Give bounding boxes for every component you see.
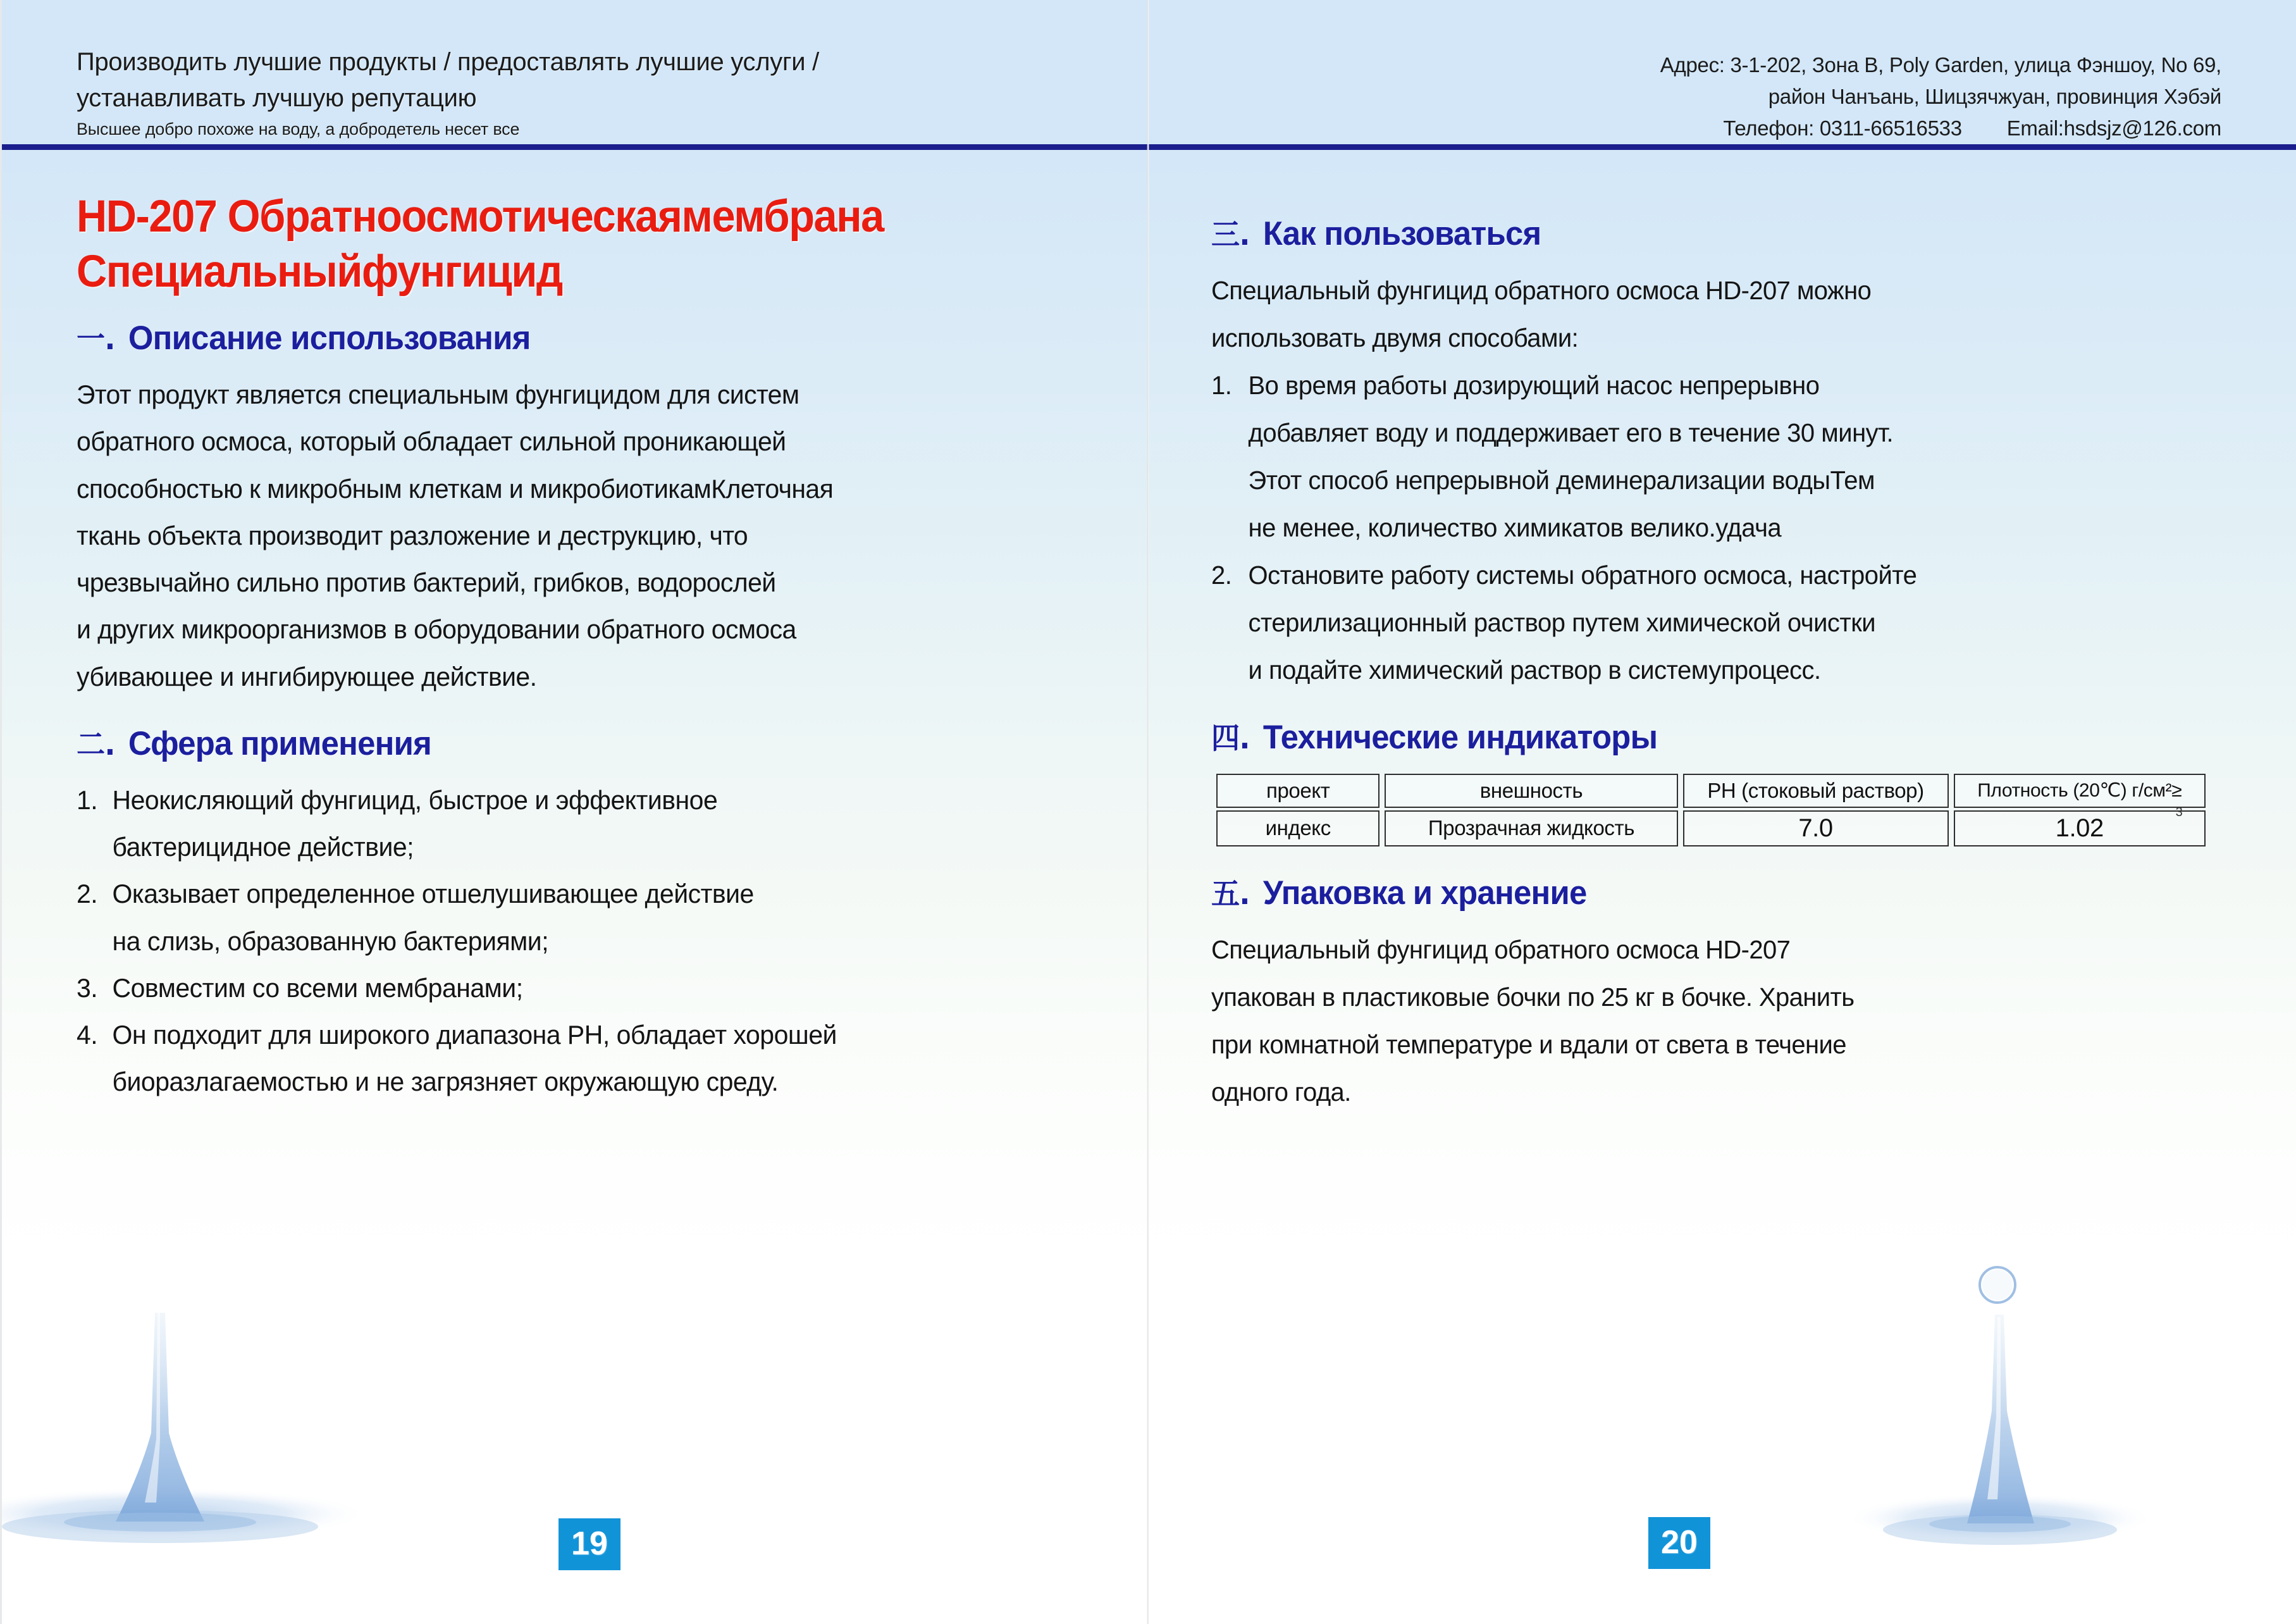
page-number-badge-left: 19 <box>559 1518 620 1570</box>
table-row-header <box>1216 774 2206 808</box>
list-item-continuation <box>1211 600 2198 646</box>
list-item-continuation <box>1211 410 2198 456</box>
list-item-index: 4. <box>77 1020 98 1050</box>
section-numeral-four: 四. <box>1211 721 1250 756</box>
usage-description-line-5: чрезвычайно сильно против бактерий, грибков, водорослей <box>77 567 776 598</box>
list-item-index: 1. <box>1211 370 1232 400</box>
water-droplet-splash-image <box>1853 1221 2188 1556</box>
list-item <box>77 965 1051 1011</box>
table-cell-appearance-value: Прозрачная жидкость <box>1385 810 1677 846</box>
right-content <box>1211 190 2223 1117</box>
list-item-line: Остановите работу системы обратного осмоса, настройте <box>1248 560 1917 590</box>
section-heading-text-2: Сфера применения <box>128 724 432 762</box>
usage-description-line-3: способностью к микробным клеткам и микробиотикамКлеточная <box>77 473 834 504</box>
table-header-cell-ph: PH (стоковый раствор) <box>1683 774 1949 808</box>
list-item-index: 3. <box>77 972 98 1003</box>
table-header-cell-appearance: внешность <box>1385 774 1677 808</box>
how-to-use-list <box>1211 363 2223 693</box>
usage-description-line-1: Этот продукт является специальным фунгицидом для систем <box>77 380 799 410</box>
list-item-line: биоразлагаемостью и не загрязняет окружающую среду. <box>112 1067 779 1097</box>
section-heading-text-5: Упаковка и хранение <box>1262 874 1587 912</box>
list-item-index: 2. <box>1211 560 1232 590</box>
contact-address-line-1: Адрес: 3-1-202, Зона В, Poly Garden, улица Фэншоу, No 69, <box>1660 53 2221 77</box>
list-item-line: Совместим со всеми мембранами; <box>112 972 523 1003</box>
packaging-line-1: Специальный фунгицид обратного осмоса HD-207 <box>1211 934 1791 964</box>
section-numeral-two: 二. <box>77 727 115 762</box>
list-item-line: и подайте химический раствор в системупроцесс. <box>1248 655 1821 685</box>
left-content <box>77 190 1076 1106</box>
list-item-line: добавляет воду и поддерживает его в течение 30 минут. <box>1248 418 1894 447</box>
usage-description-line-6: и других микроорганизмов в оборудовании обратного осмоса <box>77 614 796 645</box>
section-heading-technical-indicators <box>1211 715 2183 757</box>
section-numeral-five: 五. <box>1211 876 1250 912</box>
list-item <box>1211 552 2198 598</box>
contact-address-line-2: район Чанъань, Шицзячжуан, провинция Хэбэй <box>1768 85 2221 109</box>
list-item-line: Этот способ непрерывной деминерализации водыТем <box>1248 465 1875 495</box>
product-title <box>77 190 1016 299</box>
list-item-index: 2. <box>77 879 98 909</box>
product-title-line-2: Специальныйфунгицид <box>77 246 562 297</box>
company-slogan <box>77 44 1025 140</box>
packaging-line-2: упакован в пластиковые бочки по 25 кг в бочке. Хранить <box>1211 982 1855 1012</box>
section-heading-how-to-use <box>1211 211 2183 254</box>
table-cell-ph-value: 7.0 <box>1683 810 1949 846</box>
section-numeral-three: 三. <box>1211 218 1250 252</box>
section-numeral-one: 一. <box>77 322 115 357</box>
list-item <box>77 871 1051 917</box>
technical-indicators-table <box>1211 771 2211 849</box>
packaging-line-3: при комнатной температуре и вдали от света в течение <box>1211 1029 1846 1059</box>
contact-phone-email-line: Телефон: 0311-66516533 Email:hsdsjz@126.com <box>1723 116 2221 140</box>
list-item-line: на слизь, образованную бактериями; <box>112 926 549 956</box>
section-heading-scope-of-application <box>77 721 1036 764</box>
list-item-continuation <box>77 919 1051 964</box>
list-item <box>77 1012 1051 1058</box>
section-heading-packaging-and-storage <box>1211 871 2183 913</box>
table-cell-index-label: индекс <box>1216 810 1379 846</box>
right-header-band <box>1148 0 2296 147</box>
packaging-line-4: одного года. <box>1211 1077 1351 1106</box>
list-item <box>1211 363 2198 409</box>
header-divider-rule <box>2 144 1150 150</box>
right-page <box>1148 0 2296 1624</box>
product-title-line-1: HD-207 Обратноосмотическаямембрана <box>77 192 884 242</box>
scope-of-application-list <box>77 778 1076 1105</box>
density-value: 1.02 <box>2055 814 2104 842</box>
table-header-cell-project: проект <box>1216 774 1379 808</box>
company-contact-block <box>1399 49 2221 144</box>
usage-description-line-2: обратного осмоса, который обладает сильной проникающей <box>77 426 786 457</box>
list-item-line: Неокисляющий фунгицид, быстрое и эффективное <box>112 784 718 815</box>
list-item-continuation <box>77 1059 1051 1105</box>
list-item-line: не менее, количество химикатов велико.удача <box>1248 512 1782 542</box>
density-trailing-superscript: 3 <box>2175 805 2183 819</box>
usage-description-line-7: убивающее и ингибирующее действие. <box>77 661 537 691</box>
table-cell-density-value <box>1954 805 2206 846</box>
section-heading-text-4: Технические индикаторы <box>1262 718 1658 756</box>
how-to-use-intro-line-1: Специальный фунгицид обратного осмоса HD-207 можно <box>1211 276 1872 305</box>
page-number-badge-right: 20 <box>1648 1517 1710 1569</box>
section-heading-usage-description <box>77 316 1036 358</box>
list-item-continuation <box>1211 457 2198 504</box>
list-item-continuation <box>77 824 1051 870</box>
left-header-band <box>2 0 1150 147</box>
section-heading-text-1: Описание использования <box>128 319 531 357</box>
list-item-line: Во время работы дозирующий насос непрерывно <box>1248 370 1820 400</box>
section-heading-text-3: Как пользоваться <box>1262 215 1541 252</box>
list-item-line: бактерицидное действие; <box>112 832 414 862</box>
list-item <box>77 778 1051 823</box>
page-gutter-divider <box>1147 0 1149 1624</box>
list-item-line: Оказывает определенное отшелушивающее действие <box>112 879 754 909</box>
list-item-index: 1. <box>77 784 98 815</box>
list-item-line: стерилизационный раствор путем химической очистки <box>1248 607 1876 637</box>
slogan-line-2: устанавливать лучшую репутацию <box>77 84 477 112</box>
how-to-use-intro-line-2: использовать двумя способами: <box>1211 323 1579 352</box>
slogan-line-1: Производить лучшие продукты / предоставлять лучшие услуги / <box>77 48 819 76</box>
header-divider-rule <box>1148 144 2296 150</box>
list-item-continuation <box>1211 647 2198 693</box>
usage-description-line-4: ткань объекта производит разложение и деструкцию, что <box>77 520 748 550</box>
slogan-subline: Высшее добро похоже на воду, а добродетель несет все <box>77 119 520 139</box>
water-droplet-splash-image <box>0 1313 394 1610</box>
density-value-wrapper <box>2055 805 2183 843</box>
list-item-line: Он подходит для широкого диапазона PH, обладает хорошей <box>112 1020 837 1050</box>
list-item-continuation <box>1211 505 2198 551</box>
table-header-cell-density: Плотность (20℃) г/см²≥ <box>1954 774 2206 808</box>
table-row-values <box>1216 810 2206 846</box>
